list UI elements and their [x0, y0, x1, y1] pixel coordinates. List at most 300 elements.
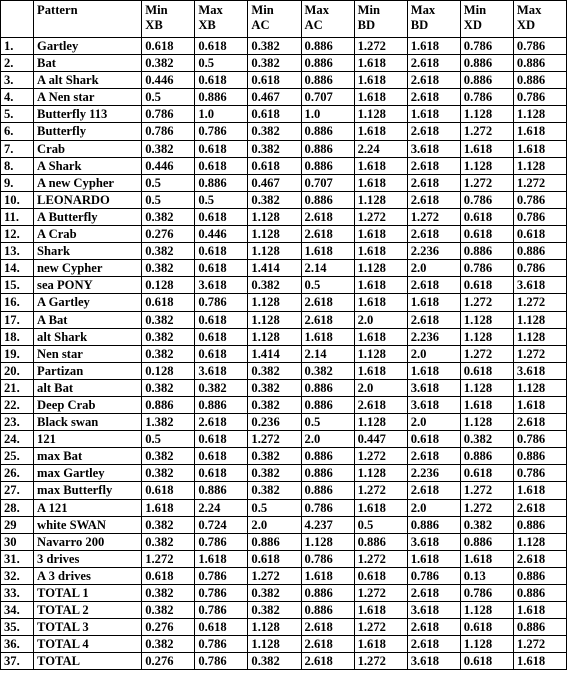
max-xb: 0.786	[195, 123, 248, 140]
max-xb: 0.618	[195, 260, 248, 277]
min-bd: 1.618	[354, 157, 407, 174]
row-number: 36.	[1, 636, 34, 653]
pattern-name: max Butterfly	[34, 482, 142, 499]
pattern-name: A new Cypher	[34, 174, 142, 191]
max-ac: 0.886	[301, 140, 354, 157]
min-bd: 2.618	[354, 396, 407, 413]
max-bd: 0.618	[407, 431, 460, 448]
min-ac: 0.382	[248, 123, 301, 140]
header-max-bd-line: BD	[410, 18, 429, 32]
pattern-name: max Gartley	[34, 465, 142, 482]
min-xb: 0.276	[142, 226, 195, 243]
max-xd: 2.618	[513, 550, 566, 567]
min-xb: 0.618	[142, 294, 195, 311]
pattern-name: LEONARDO	[34, 191, 142, 208]
pattern-name: TOTAL 4	[34, 636, 142, 653]
table-row	[1, 89, 567, 106]
max-xb: 0.886	[195, 396, 248, 413]
max-xd: 1.272	[513, 174, 566, 191]
min-ac: 1.414	[248, 345, 301, 362]
max-ac: 2.618	[301, 311, 354, 328]
max-bd: 1.618	[407, 38, 460, 55]
table-row	[1, 243, 567, 260]
row-number: 9.	[1, 174, 34, 191]
min-ac: 2.0	[248, 516, 301, 533]
header-row	[1, 1, 567, 38]
row-number: 23.	[1, 414, 34, 431]
max-xd: 0.618	[513, 226, 566, 243]
table-row	[1, 396, 567, 413]
row-number: 28.	[1, 499, 34, 516]
max-ac: 0.886	[301, 396, 354, 413]
max-ac: 2.618	[301, 619, 354, 636]
max-bd: 2.618	[407, 619, 460, 636]
min-xd: 0.786	[460, 191, 513, 208]
max-xd: 2.618	[513, 499, 566, 516]
max-xd: 1.272	[513, 636, 566, 653]
min-ac: 0.236	[248, 414, 301, 431]
max-ac: 2.14	[301, 260, 354, 277]
header-max-ac-line: AC	[304, 18, 323, 32]
max-xd: 0.786	[513, 260, 566, 277]
table-row	[1, 431, 567, 448]
max-xb: 0.786	[195, 567, 248, 584]
min-ac: 0.382	[248, 191, 301, 208]
min-xd: 1.272	[460, 294, 513, 311]
table-row	[1, 123, 567, 140]
header-min-bd-line: BD	[357, 18, 376, 32]
pattern-name: TOTAL 2	[34, 602, 142, 619]
max-bd: 3.618	[407, 602, 460, 619]
row-number: 1.	[1, 38, 34, 55]
max-bd: 2.618	[407, 277, 460, 294]
min-xb: 0.5	[142, 89, 195, 106]
pattern-name: A Butterfly	[34, 208, 142, 225]
max-xb: 0.618	[195, 448, 248, 465]
pattern-name: A Bat	[34, 311, 142, 328]
max-xb: 0.724	[195, 516, 248, 533]
min-ac: 0.382	[248, 653, 301, 670]
max-bd: 1.618	[407, 550, 460, 567]
min-xd: 0.618	[460, 362, 513, 379]
pattern-name: TOTAL 3	[34, 619, 142, 636]
row-number: 14.	[1, 260, 34, 277]
min-xb: 0.276	[142, 619, 195, 636]
row-number: 31.	[1, 550, 34, 567]
table-header	[1, 1, 567, 38]
max-xb: 0.618	[195, 157, 248, 174]
min-xb: 0.382	[142, 516, 195, 533]
pattern-name: alt Bat	[34, 379, 142, 396]
max-ac: 1.0	[301, 106, 354, 123]
min-xb: 0.382	[142, 602, 195, 619]
table-row	[1, 174, 567, 191]
min-xb: 0.382	[142, 636, 195, 653]
max-xd: 1.618	[513, 482, 566, 499]
row-number: 29	[1, 516, 34, 533]
table-row	[1, 191, 567, 208]
max-bd: 2.618	[407, 123, 460, 140]
max-xd: 1.128	[513, 533, 566, 550]
min-ac: 0.382	[248, 140, 301, 157]
header-max-xb	[195, 1, 248, 38]
max-ac: 0.886	[301, 465, 354, 482]
min-xd: 1.272	[460, 499, 513, 516]
min-xd: 0.618	[460, 208, 513, 225]
max-bd: 2.0	[407, 345, 460, 362]
max-xd: 0.886	[513, 55, 566, 72]
table-row	[1, 414, 567, 431]
min-xd: 1.128	[460, 311, 513, 328]
header-max-xb-line: XB	[198, 18, 216, 32]
max-ac: 0.382	[301, 362, 354, 379]
table-row	[1, 516, 567, 533]
max-xb: 0.618	[195, 38, 248, 55]
min-ac: 1.128	[248, 208, 301, 225]
header-min-xd	[460, 1, 513, 38]
max-bd: 2.618	[407, 311, 460, 328]
table-row	[1, 636, 567, 653]
min-xd: 1.272	[460, 123, 513, 140]
min-xd: 0.886	[460, 243, 513, 260]
max-ac: 0.5	[301, 277, 354, 294]
header-min-ac	[248, 1, 301, 38]
table-row	[1, 379, 567, 396]
min-xb: 1.382	[142, 414, 195, 431]
max-ac: 1.618	[301, 567, 354, 584]
header-pattern	[34, 1, 142, 38]
min-bd: 1.618	[354, 123, 407, 140]
min-xb: 0.5	[142, 174, 195, 191]
pattern-name: TOTAL 1	[34, 585, 142, 602]
max-ac: 0.5	[301, 414, 354, 431]
pattern-name: A Crab	[34, 226, 142, 243]
header-min-xb	[142, 1, 195, 38]
max-xd: 0.886	[513, 72, 566, 89]
min-xb: 0.382	[142, 448, 195, 465]
min-bd: 2.24	[354, 140, 407, 157]
max-xb: 0.618	[195, 243, 248, 260]
pattern-name: 121	[34, 431, 142, 448]
min-bd: 1.272	[354, 448, 407, 465]
min-bd: 2.0	[354, 311, 407, 328]
header-max-xd-line: Max	[516, 3, 542, 17]
max-xb: 0.786	[195, 533, 248, 550]
min-xb: 0.446	[142, 157, 195, 174]
max-xb: 0.886	[195, 482, 248, 499]
max-xd: 1.618	[513, 396, 566, 413]
max-xb: 3.618	[195, 362, 248, 379]
min-ac: 1.128	[248, 294, 301, 311]
row-number: 34.	[1, 602, 34, 619]
header-min-xb-line: Min	[145, 3, 168, 17]
min-bd: 1.618	[354, 636, 407, 653]
header-min-bd	[354, 1, 407, 38]
pattern-name: 3 drives	[34, 550, 142, 567]
max-bd: 2.0	[407, 260, 460, 277]
row-number: 15.	[1, 277, 34, 294]
max-ac: 0.886	[301, 157, 354, 174]
min-xb: 0.382	[142, 585, 195, 602]
max-xd: 0.886	[513, 619, 566, 636]
row-number: 18.	[1, 328, 34, 345]
max-xb: 0.618	[195, 140, 248, 157]
min-bd: 1.618	[354, 243, 407, 260]
table-row	[1, 448, 567, 465]
row-number: 19.	[1, 345, 34, 362]
min-bd: 1.272	[354, 653, 407, 670]
header-max-xb-line: Max	[198, 3, 223, 17]
min-xb: 0.276	[142, 653, 195, 670]
min-xb: 0.786	[142, 106, 195, 123]
min-bd: 0.447	[354, 431, 407, 448]
max-xd: 0.786	[513, 465, 566, 482]
max-xb: 0.786	[195, 585, 248, 602]
min-xd: 1.272	[460, 482, 513, 499]
min-ac: 0.382	[248, 602, 301, 619]
table-row	[1, 653, 567, 670]
row-number: 2.	[1, 55, 34, 72]
min-xd: 0.618	[460, 619, 513, 636]
table-row	[1, 140, 567, 157]
table-row	[1, 208, 567, 225]
min-xb: 0.382	[142, 465, 195, 482]
max-xd: 0.886	[513, 243, 566, 260]
max-xb: 0.5	[195, 55, 248, 72]
min-ac: 1.414	[248, 260, 301, 277]
min-ac: 0.382	[248, 38, 301, 55]
min-xd: 0.618	[460, 226, 513, 243]
min-ac: 1.272	[248, 431, 301, 448]
max-ac: 2.618	[301, 636, 354, 653]
row-number: 26.	[1, 465, 34, 482]
table-row	[1, 345, 567, 362]
max-bd: 3.618	[407, 396, 460, 413]
pattern-name: Gartley	[34, 38, 142, 55]
min-xd: 0.886	[460, 72, 513, 89]
row-number: 8.	[1, 157, 34, 174]
min-xd: 0.618	[460, 465, 513, 482]
row-number: 7.	[1, 140, 34, 157]
pattern-name: Nen star	[34, 345, 142, 362]
min-xd: 0.886	[460, 533, 513, 550]
pattern-name: A Nen star	[34, 89, 142, 106]
min-xb: 0.128	[142, 277, 195, 294]
max-bd: 1.618	[407, 106, 460, 123]
max-bd: 0.786	[407, 567, 460, 584]
min-xb: 1.618	[142, 499, 195, 516]
max-xd: 0.886	[513, 516, 566, 533]
max-xb: 3.618	[195, 277, 248, 294]
max-bd: 2.618	[407, 191, 460, 208]
max-xb: 0.886	[195, 89, 248, 106]
header-max-bd-line: Max	[410, 3, 436, 17]
min-xd: 1.128	[460, 636, 513, 653]
max-xd: 0.786	[513, 431, 566, 448]
min-bd: 1.618	[354, 55, 407, 72]
min-xb: 0.5	[142, 431, 195, 448]
min-ac: 0.382	[248, 482, 301, 499]
min-xb: 0.128	[142, 362, 195, 379]
header-number	[1, 1, 34, 38]
pattern-name: A Gartley	[34, 294, 142, 311]
row-number: 20.	[1, 362, 34, 379]
max-xb: 0.446	[195, 226, 248, 243]
min-bd: 2.0	[354, 379, 407, 396]
max-xd: 1.618	[513, 653, 566, 670]
pattern-name: sea PONY	[34, 277, 142, 294]
table-row	[1, 38, 567, 55]
max-xd: 1.128	[513, 106, 566, 123]
pattern-name: A Shark	[34, 157, 142, 174]
max-xb: 0.618	[195, 208, 248, 225]
row-number: 5.	[1, 106, 34, 123]
row-number: 27.	[1, 482, 34, 499]
row-number: 24.	[1, 431, 34, 448]
min-xb: 0.382	[142, 208, 195, 225]
max-bd: 2.618	[407, 174, 460, 191]
min-bd: 0.5	[354, 516, 407, 533]
max-ac: 0.886	[301, 72, 354, 89]
pattern-name: Deep Crab	[34, 396, 142, 413]
min-xb: 0.618	[142, 482, 195, 499]
row-number: 21.	[1, 379, 34, 396]
min-bd: 1.128	[354, 414, 407, 431]
max-bd: 2.0	[407, 499, 460, 516]
table-row	[1, 567, 567, 584]
table-row	[1, 277, 567, 294]
max-bd: 3.618	[407, 140, 460, 157]
max-bd: 2.0	[407, 414, 460, 431]
min-ac: 0.382	[248, 396, 301, 413]
max-bd: 1.618	[407, 294, 460, 311]
max-xb: 1.0	[195, 106, 248, 123]
max-xd: 1.618	[513, 123, 566, 140]
table-row	[1, 465, 567, 482]
table-body	[1, 38, 567, 670]
min-bd: 1.128	[354, 345, 407, 362]
min-xb: 0.382	[142, 533, 195, 550]
max-xd: 1.618	[513, 602, 566, 619]
max-xd: 0.886	[513, 585, 566, 602]
max-xd: 3.618	[513, 277, 566, 294]
header-pattern-line: Pattern	[37, 3, 78, 17]
min-bd: 1.618	[354, 294, 407, 311]
max-ac: 0.886	[301, 585, 354, 602]
min-xd: 0.886	[460, 448, 513, 465]
header-min-ac-line: Min	[251, 3, 274, 17]
max-bd: 2.618	[407, 482, 460, 499]
min-xd: 1.272	[460, 174, 513, 191]
max-bd: 2.236	[407, 328, 460, 345]
row-number: 10.	[1, 191, 34, 208]
min-bd: 1.272	[354, 482, 407, 499]
min-bd: 1.272	[354, 38, 407, 55]
table-row	[1, 294, 567, 311]
max-xd: 0.786	[513, 89, 566, 106]
min-xb: 0.786	[142, 123, 195, 140]
pattern-name: alt Shark	[34, 328, 142, 345]
table-row	[1, 157, 567, 174]
max-xd: 0.786	[513, 191, 566, 208]
max-ac: 0.886	[301, 55, 354, 72]
header-min-ac-line: AC	[251, 18, 270, 32]
min-ac: 0.467	[248, 174, 301, 191]
min-ac: 1.128	[248, 311, 301, 328]
row-number: 4.	[1, 89, 34, 106]
min-xd: 1.618	[460, 396, 513, 413]
min-xb: 0.382	[142, 55, 195, 72]
min-ac: 0.618	[248, 157, 301, 174]
min-ac: 0.467	[248, 89, 301, 106]
min-bd: 1.128	[354, 260, 407, 277]
max-xb: 0.618	[195, 431, 248, 448]
header-max-xd	[513, 1, 566, 38]
max-xd: 0.886	[513, 567, 566, 584]
min-xd: 1.272	[460, 345, 513, 362]
min-ac: 1.128	[248, 636, 301, 653]
header-pattern-line	[37, 18, 138, 33]
max-ac: 4.237	[301, 516, 354, 533]
min-xd: 0.786	[460, 89, 513, 106]
pattern-name: Partizan	[34, 362, 142, 379]
max-xd: 1.618	[513, 140, 566, 157]
pattern-name: Crab	[34, 140, 142, 157]
min-xd: 0.786	[460, 260, 513, 277]
max-ac: 2.618	[301, 294, 354, 311]
min-xb: 0.382	[142, 140, 195, 157]
max-bd: 2.236	[407, 465, 460, 482]
min-ac: 0.382	[248, 55, 301, 72]
min-bd: 1.272	[354, 550, 407, 567]
header-max-ac	[301, 1, 354, 38]
max-xd: 3.618	[513, 362, 566, 379]
min-xd: 0.786	[460, 38, 513, 55]
min-ac: 0.382	[248, 362, 301, 379]
min-bd: 1.618	[354, 499, 407, 516]
max-xb: 0.786	[195, 602, 248, 619]
min-xd: 0.382	[460, 516, 513, 533]
max-ac: 0.786	[301, 499, 354, 516]
row-number: 30	[1, 533, 34, 550]
max-xb: 1.618	[195, 550, 248, 567]
min-xd: 1.618	[460, 140, 513, 157]
min-xd: 1.128	[460, 602, 513, 619]
min-xb: 0.382	[142, 328, 195, 345]
header-min-xd-line: XD	[463, 18, 482, 32]
max-bd: 2.618	[407, 72, 460, 89]
min-xd: 0.618	[460, 653, 513, 670]
row-number: 12.	[1, 226, 34, 243]
max-xd: 0.786	[513, 38, 566, 55]
row-number: 13.	[1, 243, 34, 260]
table-row	[1, 362, 567, 379]
row-number: 11.	[1, 208, 34, 225]
min-ac: 0.618	[248, 550, 301, 567]
row-number: 17.	[1, 311, 34, 328]
max-xd: 1.128	[513, 157, 566, 174]
max-ac: 2.618	[301, 208, 354, 225]
max-ac: 0.786	[301, 550, 354, 567]
max-ac: 1.618	[301, 243, 354, 260]
min-bd: 1.618	[354, 277, 407, 294]
min-xd: 1.128	[460, 379, 513, 396]
max-xd: 1.272	[513, 345, 566, 362]
row-number: 6.	[1, 123, 34, 140]
max-ac: 0.707	[301, 89, 354, 106]
min-ac: 0.618	[248, 72, 301, 89]
row-number: 35.	[1, 619, 34, 636]
